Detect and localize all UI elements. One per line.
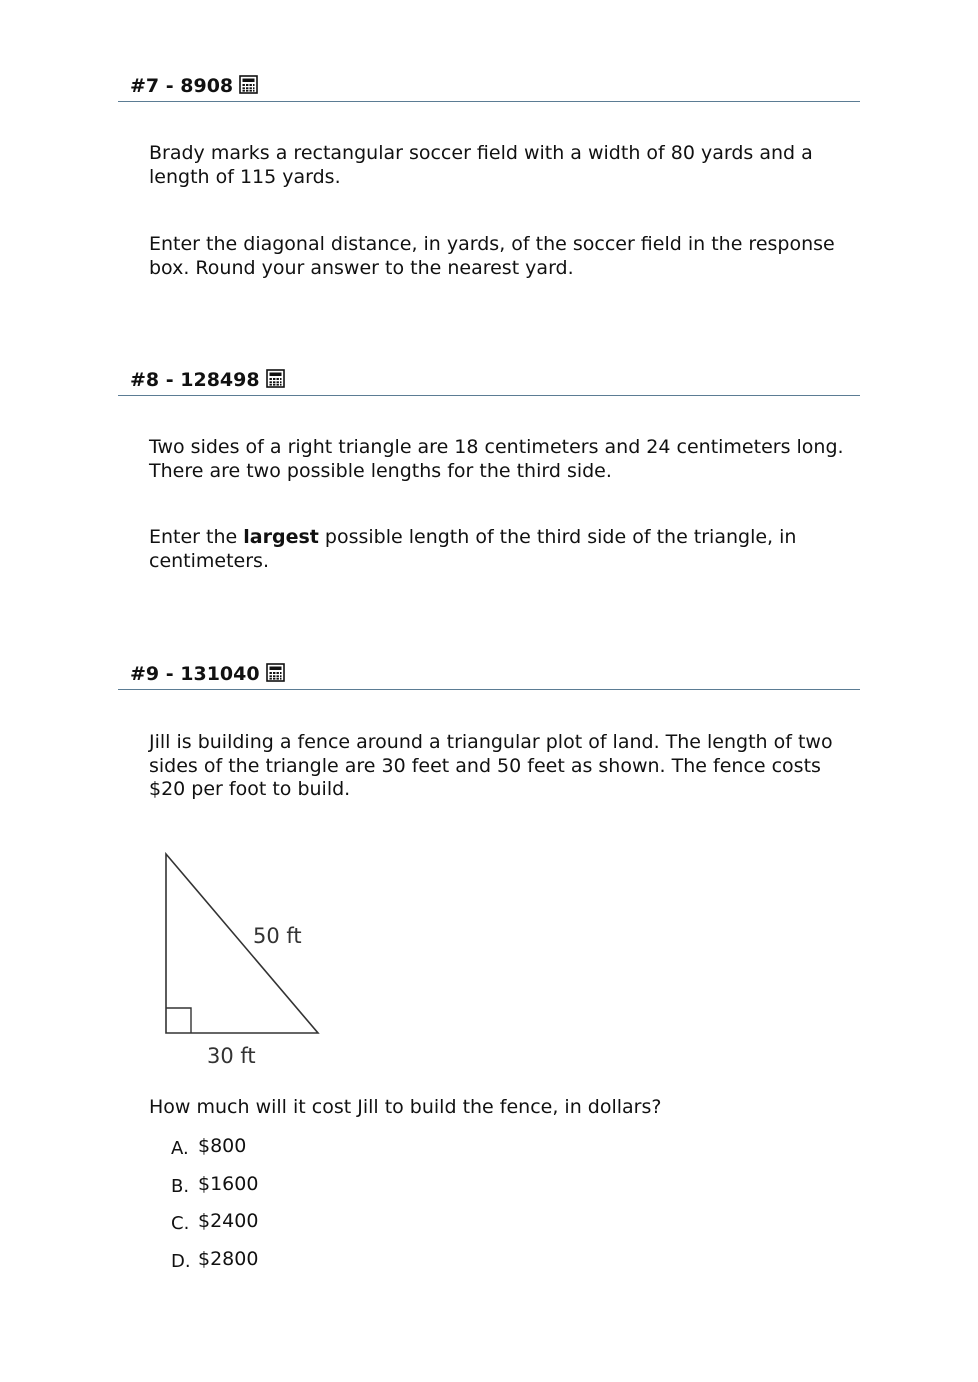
question-stem: Brady marks a rectangular soccer field with a width of 80 yards and a length of 115 yards. [149,142,813,188]
choice-letter: D. [171,1250,191,1272]
answer-choice-b[interactable] [149,1172,850,1210]
question-number: #9 - 131040 [130,663,260,685]
choice-letter: B. [171,1175,190,1197]
instruction-text-after: possible length of the third side of the triangle, in centimeters. [149,526,797,572]
question-9 [118,660,860,1284]
choice-text: $1600 [198,1172,259,1195]
answer-choice-c[interactable] [149,1209,850,1247]
question-number: #7 - 8908 [130,75,234,97]
answer-choices [149,1134,850,1284]
question-7 [118,72,860,280]
choice-letter: A. [171,1138,189,1159]
question-8 [118,366,860,573]
question-prompt: How much will it cost Jill to build the fence, in dollars? [149,1095,662,1118]
right-triangle-diagram [154,842,354,1072]
right-angle-marker [166,1008,191,1033]
question-number: #8 - 128498 [130,369,260,391]
answer-choice-d[interactable] [149,1247,850,1285]
question-title [130,662,285,688]
choice-text: $2800 [198,1247,259,1270]
choice-text: $800 [198,1135,247,1157]
triangle-figure [154,842,354,1072]
instruction-emphasis: largest [243,526,319,548]
question-body [118,396,860,573]
question-stem: Jill is building a fence around a triangular plot of land. The length of two sides of the triangle are 30 feet and 50 feet as shown. The fence costs $20 per foot to build. [149,731,833,800]
question-instruction [149,526,850,573]
calculator-icon[interactable] [239,75,258,100]
instruction-text-before: Enter the [149,526,244,548]
base-label: 30 ft [207,1043,256,1068]
question-stem: Two sides of a right triangle are 18 centimeters and 24 centimeters long. There are two possible lengths for the third side. [149,436,844,482]
calculator-icon[interactable] [266,369,285,394]
hypotenuse-label: 50 ft [253,923,302,948]
question-body [118,690,860,1284]
question-instruction: Enter the diagonal distance, in yards, of the soccer field in the response box. Round your answer to the nearest yard. [149,233,835,279]
question-title [130,74,258,100]
question-header [118,366,860,396]
choice-letter: C. [171,1213,190,1234]
answer-choice-a[interactable] [149,1134,850,1172]
question-title [130,368,285,394]
calculator-icon[interactable] [266,663,285,688]
question-header [118,72,860,102]
question-body [118,102,860,280]
choice-text: $2400 [198,1210,259,1232]
question-header [118,660,860,690]
